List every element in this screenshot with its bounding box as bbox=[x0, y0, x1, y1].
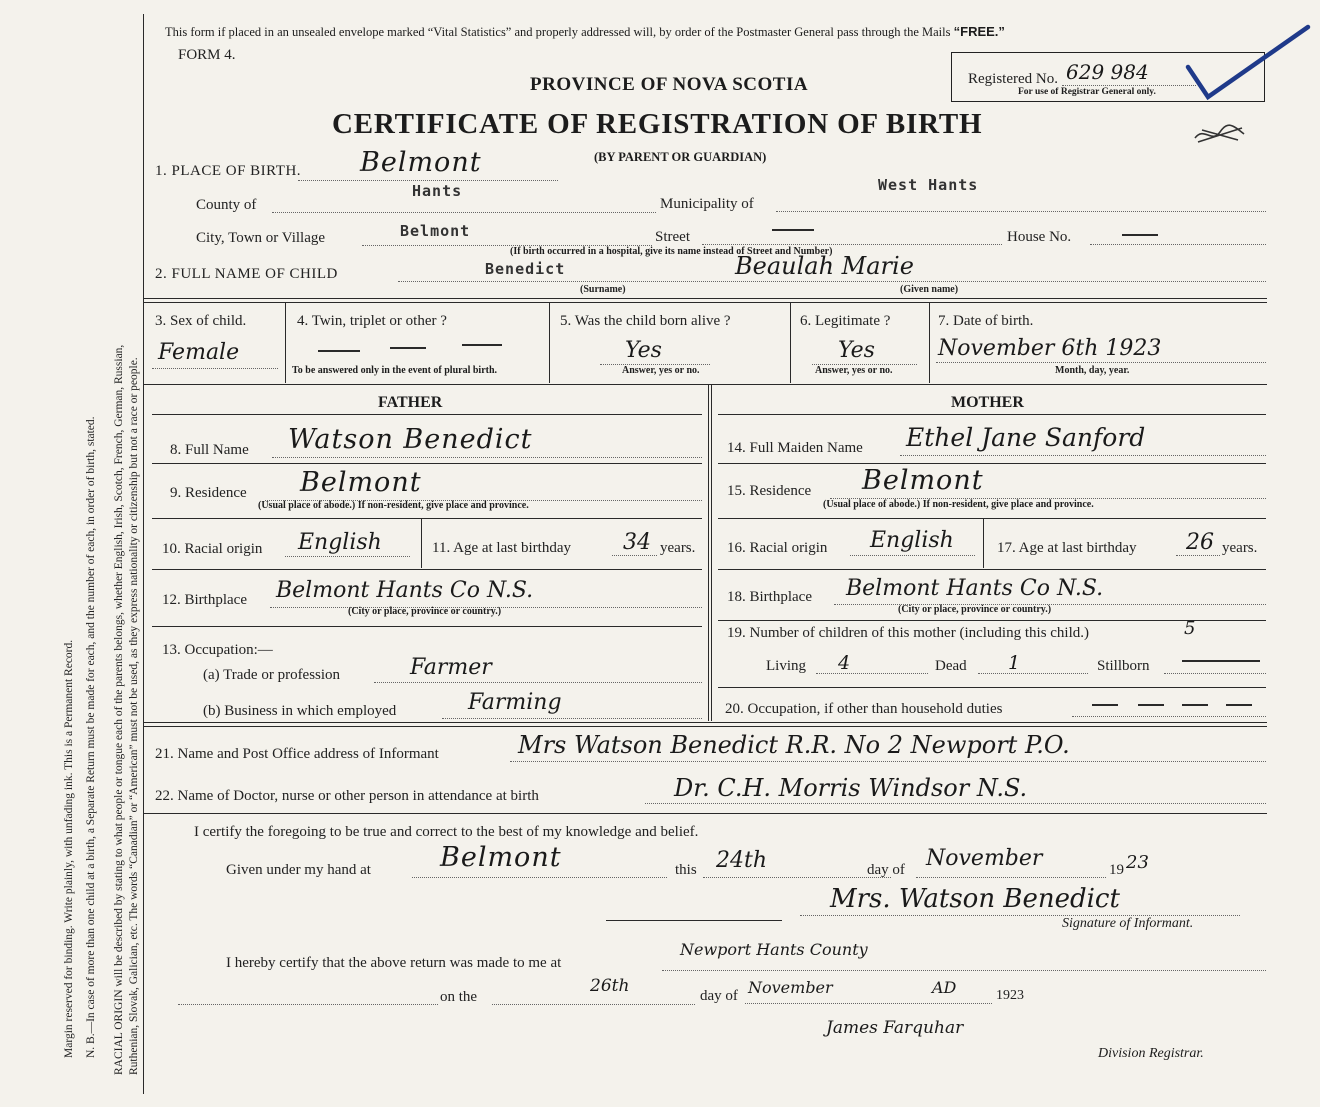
place-of-birth-value: Belmont bbox=[360, 147, 482, 178]
margin-note-binding: Margin reserved for binding. Write plainly, with unfading ink. This is a Permanent Record. bbox=[63, 639, 75, 1058]
father-abode-note: (Usual place of abode.) If non-resident, give place and province. bbox=[258, 500, 529, 511]
legitimate-note: Answer, yes or no. bbox=[815, 365, 893, 376]
born-alive-value: Yes bbox=[625, 338, 662, 363]
this-label: this bbox=[675, 862, 697, 878]
registered-label: Registered No. bbox=[968, 71, 1058, 87]
free-notice: This form if placed in an unsealed envelope marked “Vital Statistics” and properly addressed will, by order of the Postmaster General pass through the Mails “FREE.” bbox=[165, 24, 1005, 39]
registrar-year-value: 1923 bbox=[996, 988, 1024, 1003]
mother-header: MOTHER bbox=[951, 394, 1024, 411]
father-business-label: (b) Business in which employed bbox=[203, 703, 397, 719]
mother-occupation-dash-3 bbox=[1182, 704, 1208, 706]
child-given-name: Beaulah Marie bbox=[735, 252, 914, 280]
father-birthplace-value: Belmont Hants Co N.S. bbox=[276, 578, 534, 603]
city-value: Belmont bbox=[400, 222, 471, 240]
registrar-day-of-label: day of bbox=[700, 988, 738, 1004]
mother-birthplace-note: (City or place, province or country.) bbox=[898, 604, 1052, 615]
mother-birthplace-value: Belmont Hants Co N.S. bbox=[846, 576, 1104, 601]
twin-label: 4. Twin, triplet or other ? bbox=[297, 313, 447, 329]
mother-age-value: 26 bbox=[1186, 530, 1214, 555]
given-year-value: 23 bbox=[1126, 852, 1149, 873]
child-surname: Benedict bbox=[485, 260, 566, 278]
mother-stillborn-label: Stillborn bbox=[1097, 658, 1150, 674]
municipality-label: Municipality of bbox=[660, 196, 754, 212]
given-under-label: Given under my hand at bbox=[226, 862, 371, 878]
year-prefix: 19 bbox=[1109, 862, 1124, 878]
informant-label: 21. Name and Post Office address of Informant bbox=[155, 746, 439, 762]
registrar-day-value: 26th bbox=[590, 976, 630, 996]
registrar-statement: I hereby certify that the above return was made to me at bbox=[226, 955, 562, 971]
certificate-title: CERTIFICATE OF REGISTRATION OF BIRTH bbox=[332, 108, 983, 140]
father-age-label: 11. Age at last birthday bbox=[432, 540, 571, 556]
father-business-value: Farming bbox=[468, 690, 562, 715]
hospital-note: (If birth occurred in a hospital, give its name instead of Street and Number) bbox=[510, 246, 833, 257]
given-place-value: Belmont bbox=[440, 842, 562, 873]
mother-name-value: Ethel Jane Sanford bbox=[906, 423, 1146, 452]
given-day-value: 24th bbox=[716, 848, 768, 873]
registrar-place-value: Newport Hants County bbox=[680, 940, 868, 959]
born-alive-label: 5. Was the child born alive ? bbox=[560, 313, 731, 329]
mother-living-value: 4 bbox=[838, 652, 851, 674]
registered-number: 629 984 bbox=[1066, 60, 1149, 84]
mother-occupation-label: 20. Occupation, if other than household duties bbox=[725, 701, 1003, 717]
county-value: Hants bbox=[412, 182, 463, 200]
certify-statement: I certify the foregoing to be true and correct to the best of my knowledge and belief. bbox=[194, 824, 699, 840]
municipality-value: West Hants bbox=[878, 176, 979, 194]
scribble-icon bbox=[1192, 122, 1248, 148]
father-trade-label: (a) Trade or profession bbox=[203, 667, 341, 683]
father-residence-value: Belmont bbox=[300, 467, 422, 498]
mother-name-label: 14. Full Maiden Name bbox=[727, 440, 863, 456]
mother-children-value: 5 bbox=[1184, 618, 1196, 639]
mother-age-years: years. bbox=[1222, 540, 1258, 556]
father-birthplace-note: (City or place, province or country.) bbox=[348, 606, 502, 617]
stillborn-dash bbox=[1182, 660, 1260, 662]
check-mark-icon bbox=[1180, 22, 1315, 107]
informant-signature: Mrs. Watson Benedict bbox=[830, 884, 1120, 914]
sex-label: 3. Sex of child. bbox=[155, 313, 247, 329]
sex-value: Female bbox=[158, 340, 240, 365]
legitimate-value: Yes bbox=[838, 338, 875, 363]
mother-occupation-dash-1 bbox=[1092, 704, 1118, 706]
surname-caption: (Surname) bbox=[580, 284, 626, 295]
date-of-birth-caption: Month, day, year. bbox=[1055, 365, 1130, 376]
mother-racial-value: English bbox=[870, 528, 954, 553]
registrar-signature: James Farquhar bbox=[826, 1018, 964, 1038]
street-dash bbox=[772, 229, 814, 231]
father-name-label: 8. Full Name bbox=[170, 442, 249, 458]
registrar-note: For use of Registrar General only. bbox=[1018, 87, 1156, 97]
born-alive-note: Answer, yes or no. bbox=[622, 365, 700, 376]
certificate-subtitle: (BY PARENT OR GUARDIAN) bbox=[594, 150, 767, 164]
mother-racial-label: 16. Racial origin bbox=[727, 540, 828, 556]
day-of-label: day of bbox=[867, 862, 905, 878]
given-name-caption: (Given name) bbox=[900, 284, 959, 295]
mother-living-label: Living bbox=[766, 658, 806, 674]
margin-note-multiple-births: N. B.—In case of more than one child at a birth, a Separate Return must be made for each, and the number of each, in order of birth, stated. bbox=[85, 416, 97, 1058]
date-of-birth-value: November 6th 1923 bbox=[938, 336, 1162, 361]
mother-dead-value: 1 bbox=[1008, 652, 1021, 674]
on-the-label: on the bbox=[440, 989, 478, 1005]
mother-residence-value: Belmont bbox=[862, 465, 984, 496]
registrar-ad-value: AD bbox=[932, 978, 957, 997]
registrar-caption: Division Registrar. bbox=[1098, 1046, 1204, 1061]
father-birthplace-label: 12. Birthplace bbox=[162, 592, 247, 608]
mother-occupation-dash-2 bbox=[1138, 704, 1164, 706]
informant-value: Mrs Watson Benedict R.R. No 2 Newport P.O. bbox=[518, 731, 1070, 759]
mother-abode-note: (Usual place of abode.) If non-resident, give place and province. bbox=[823, 499, 1094, 510]
father-racial-label: 10. Racial origin bbox=[162, 541, 263, 557]
date-of-birth-label: 7. Date of birth. bbox=[938, 313, 1034, 329]
father-age-years: years. bbox=[660, 540, 696, 556]
mother-age-label: 17. Age at last birthday bbox=[997, 540, 1137, 556]
house-no-label: House No. bbox=[1007, 229, 1072, 245]
registrar-month-value: November bbox=[748, 978, 833, 997]
city-label: City, Town or Village bbox=[196, 230, 326, 246]
county-label: County of bbox=[196, 197, 257, 213]
doctor-value: Dr. C.H. Morris Windsor N.S. bbox=[674, 774, 1028, 802]
twin-dash-2 bbox=[390, 347, 426, 349]
twin-dash-3 bbox=[462, 344, 502, 346]
mother-birthplace-label: 18. Birthplace bbox=[727, 589, 812, 605]
child-name-label: 2. FULL NAME OF CHILD bbox=[155, 266, 338, 282]
house-no-dash bbox=[1122, 234, 1158, 236]
province-heading: PROVINCE OF NOVA SCOTIA bbox=[530, 74, 809, 95]
street-label: Street bbox=[655, 229, 690, 245]
father-name-value: Watson Benedict bbox=[288, 424, 533, 455]
place-of-birth-label: 1. PLACE OF BIRTH. bbox=[155, 163, 302, 179]
father-age-value: 34 bbox=[623, 530, 651, 555]
free-word: “FREE.” bbox=[953, 24, 1005, 39]
mother-dead-label: Dead bbox=[935, 658, 967, 674]
margin-rule bbox=[143, 14, 144, 1094]
father-trade-value: Farmer bbox=[410, 655, 492, 680]
mother-residence-label: 15. Residence bbox=[727, 483, 812, 499]
mother-occupation-dash-4 bbox=[1226, 704, 1252, 706]
informant-signature-caption: Signature of Informant. bbox=[1062, 916, 1194, 931]
father-racial-value: English bbox=[298, 530, 382, 555]
margin-note-racial-origin-2: Ruthenian, Slovak, Galician, etc. The words “Canadian” or “American” must not be used, as they express nationality or citizenship but not a race or people. bbox=[128, 357, 140, 1075]
father-occupation-label: 13. Occupation:— bbox=[162, 642, 273, 658]
mother-children-label: 19. Number of children of this mother (including this child.) bbox=[727, 625, 1090, 641]
doctor-label: 22. Name of Doctor, nurse or other person in attendance at birth bbox=[155, 788, 539, 804]
margin-note-racial-origin-1: RACIAL ORIGIN will be described by stating to what people or tongue each of the parents belongs, whether English, Irish, Scotch, French, German, Russian, bbox=[113, 344, 125, 1075]
twin-dash-1 bbox=[318, 350, 360, 352]
given-month-value: November bbox=[926, 846, 1043, 871]
form-number: FORM 4. bbox=[178, 47, 236, 63]
legitimate-label: 6. Legitimate ? bbox=[800, 313, 891, 329]
father-header: FATHER bbox=[378, 394, 443, 411]
father-residence-label: 9. Residence bbox=[170, 485, 247, 501]
twin-note: To be answered only in the event of plural birth. bbox=[292, 365, 498, 376]
